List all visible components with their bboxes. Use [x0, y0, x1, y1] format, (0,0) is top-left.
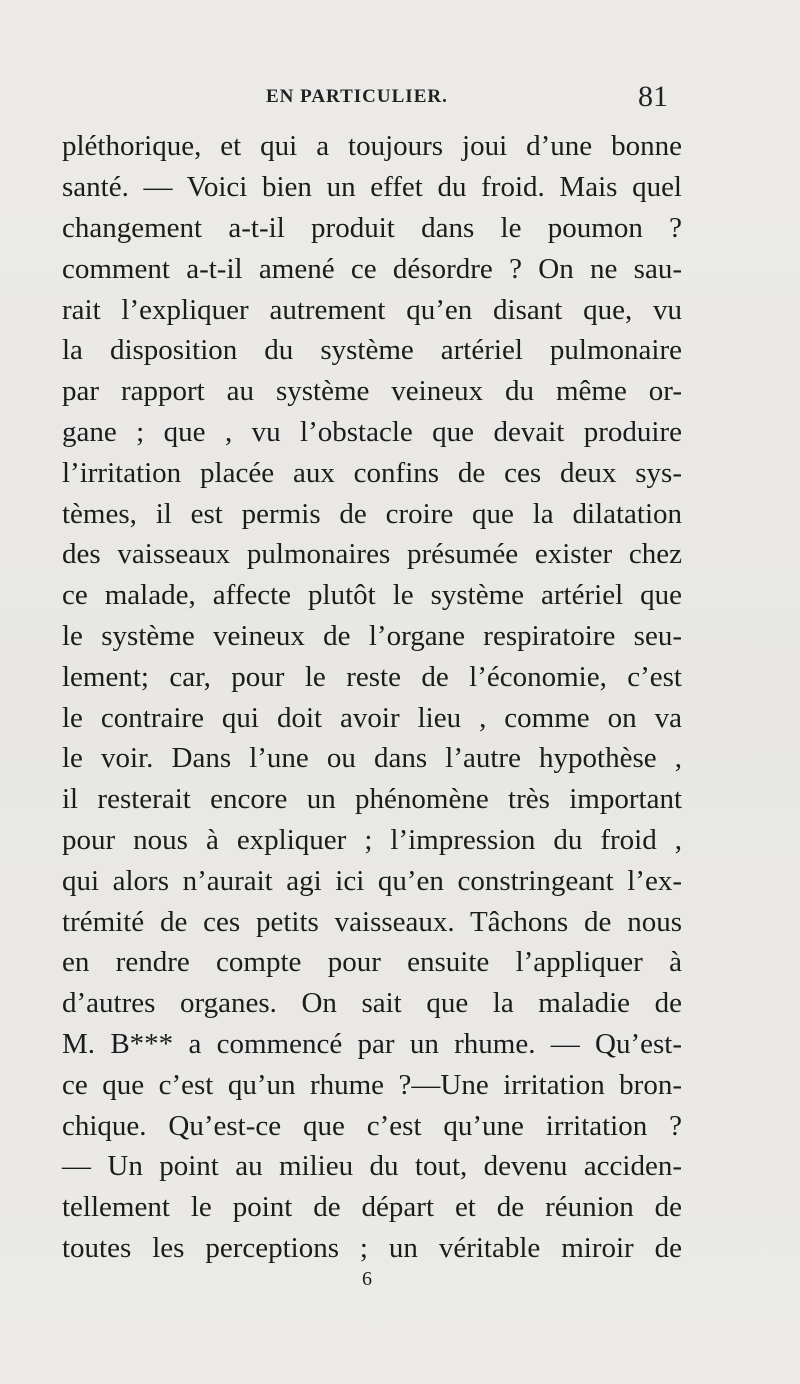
text-line: lement; car, pour le reste de l’économie, c’est — [62, 661, 682, 693]
signature-mark: 6 — [362, 1268, 372, 1290]
text-line: santé. — Voici bien un effet du froid. Mais quel — [62, 171, 682, 203]
text-line: M. B*** a commencé par un rhume. — Qu’est- — [62, 1028, 682, 1060]
text-line: en rendre compte pour ensuite l’appliquer à — [62, 946, 682, 978]
text-line: — Un point au milieu du tout, devenu acciden- — [62, 1150, 682, 1182]
text-line: tèmes, il est permis de croire que la dilatation — [62, 498, 682, 530]
running-head: EN PARTICULIER. — [266, 86, 448, 107]
text-line: qui alors n’aurait agi ici qu’en constringeant l’ex- — [62, 865, 682, 897]
text-line: ce malade, affecte plutôt le système artériel que — [62, 579, 682, 611]
text-line: la disposition du système artériel pulmonaire — [62, 334, 682, 366]
text-line: des vaisseaux pulmonaires présumée exister chez — [62, 538, 682, 570]
text-line: comment a-t-il amené ce désordre ? On ne sau- — [62, 253, 682, 285]
text-line: changement a-t-il produit dans le poumon ? — [62, 212, 682, 244]
text-line: le système veineux de l’organe respiratoire seu- — [62, 620, 682, 652]
text-line: gane ; que , vu l’obstacle que devait produire — [62, 416, 682, 448]
text-line: le contraire qui doit avoir lieu , comme on va — [62, 702, 682, 734]
text-line: chique. Qu’est-ce que c’est qu’une irritation ? — [62, 1110, 682, 1142]
text-line: tellement le point de départ et de réunion de — [62, 1191, 682, 1223]
text-line: il resterait encore un phénomène très important — [62, 783, 682, 815]
text-line: l’irritation placée aux confins de ces deux sys- — [62, 457, 682, 489]
text-line: pour nous à expliquer ; l’impression du froid , — [62, 824, 682, 856]
text-line: le voir. Dans l’une ou dans l’autre hypothèse , — [62, 742, 682, 774]
text-line: ce que c’est qu’un rhume ?—Une irritation bron- — [62, 1069, 682, 1101]
text-line: pléthorique, et qui a toujours joui d’une bonne — [62, 130, 682, 162]
text-line: trémité de ces petits vaisseaux. Tâchons de nous — [62, 906, 682, 938]
text-line: d’autres organes. On sait que la maladie de — [62, 987, 682, 1019]
text-line: rait l’expliquer autrement qu’en disant que, vu — [62, 294, 682, 326]
text-line: toutes les perceptions ; un véritable miroir de — [62, 1232, 682, 1264]
page-number: 81 — [638, 80, 668, 113]
page-header — [0, 80, 800, 116]
text-line: par rapport au système veineux du même or- — [62, 375, 682, 407]
